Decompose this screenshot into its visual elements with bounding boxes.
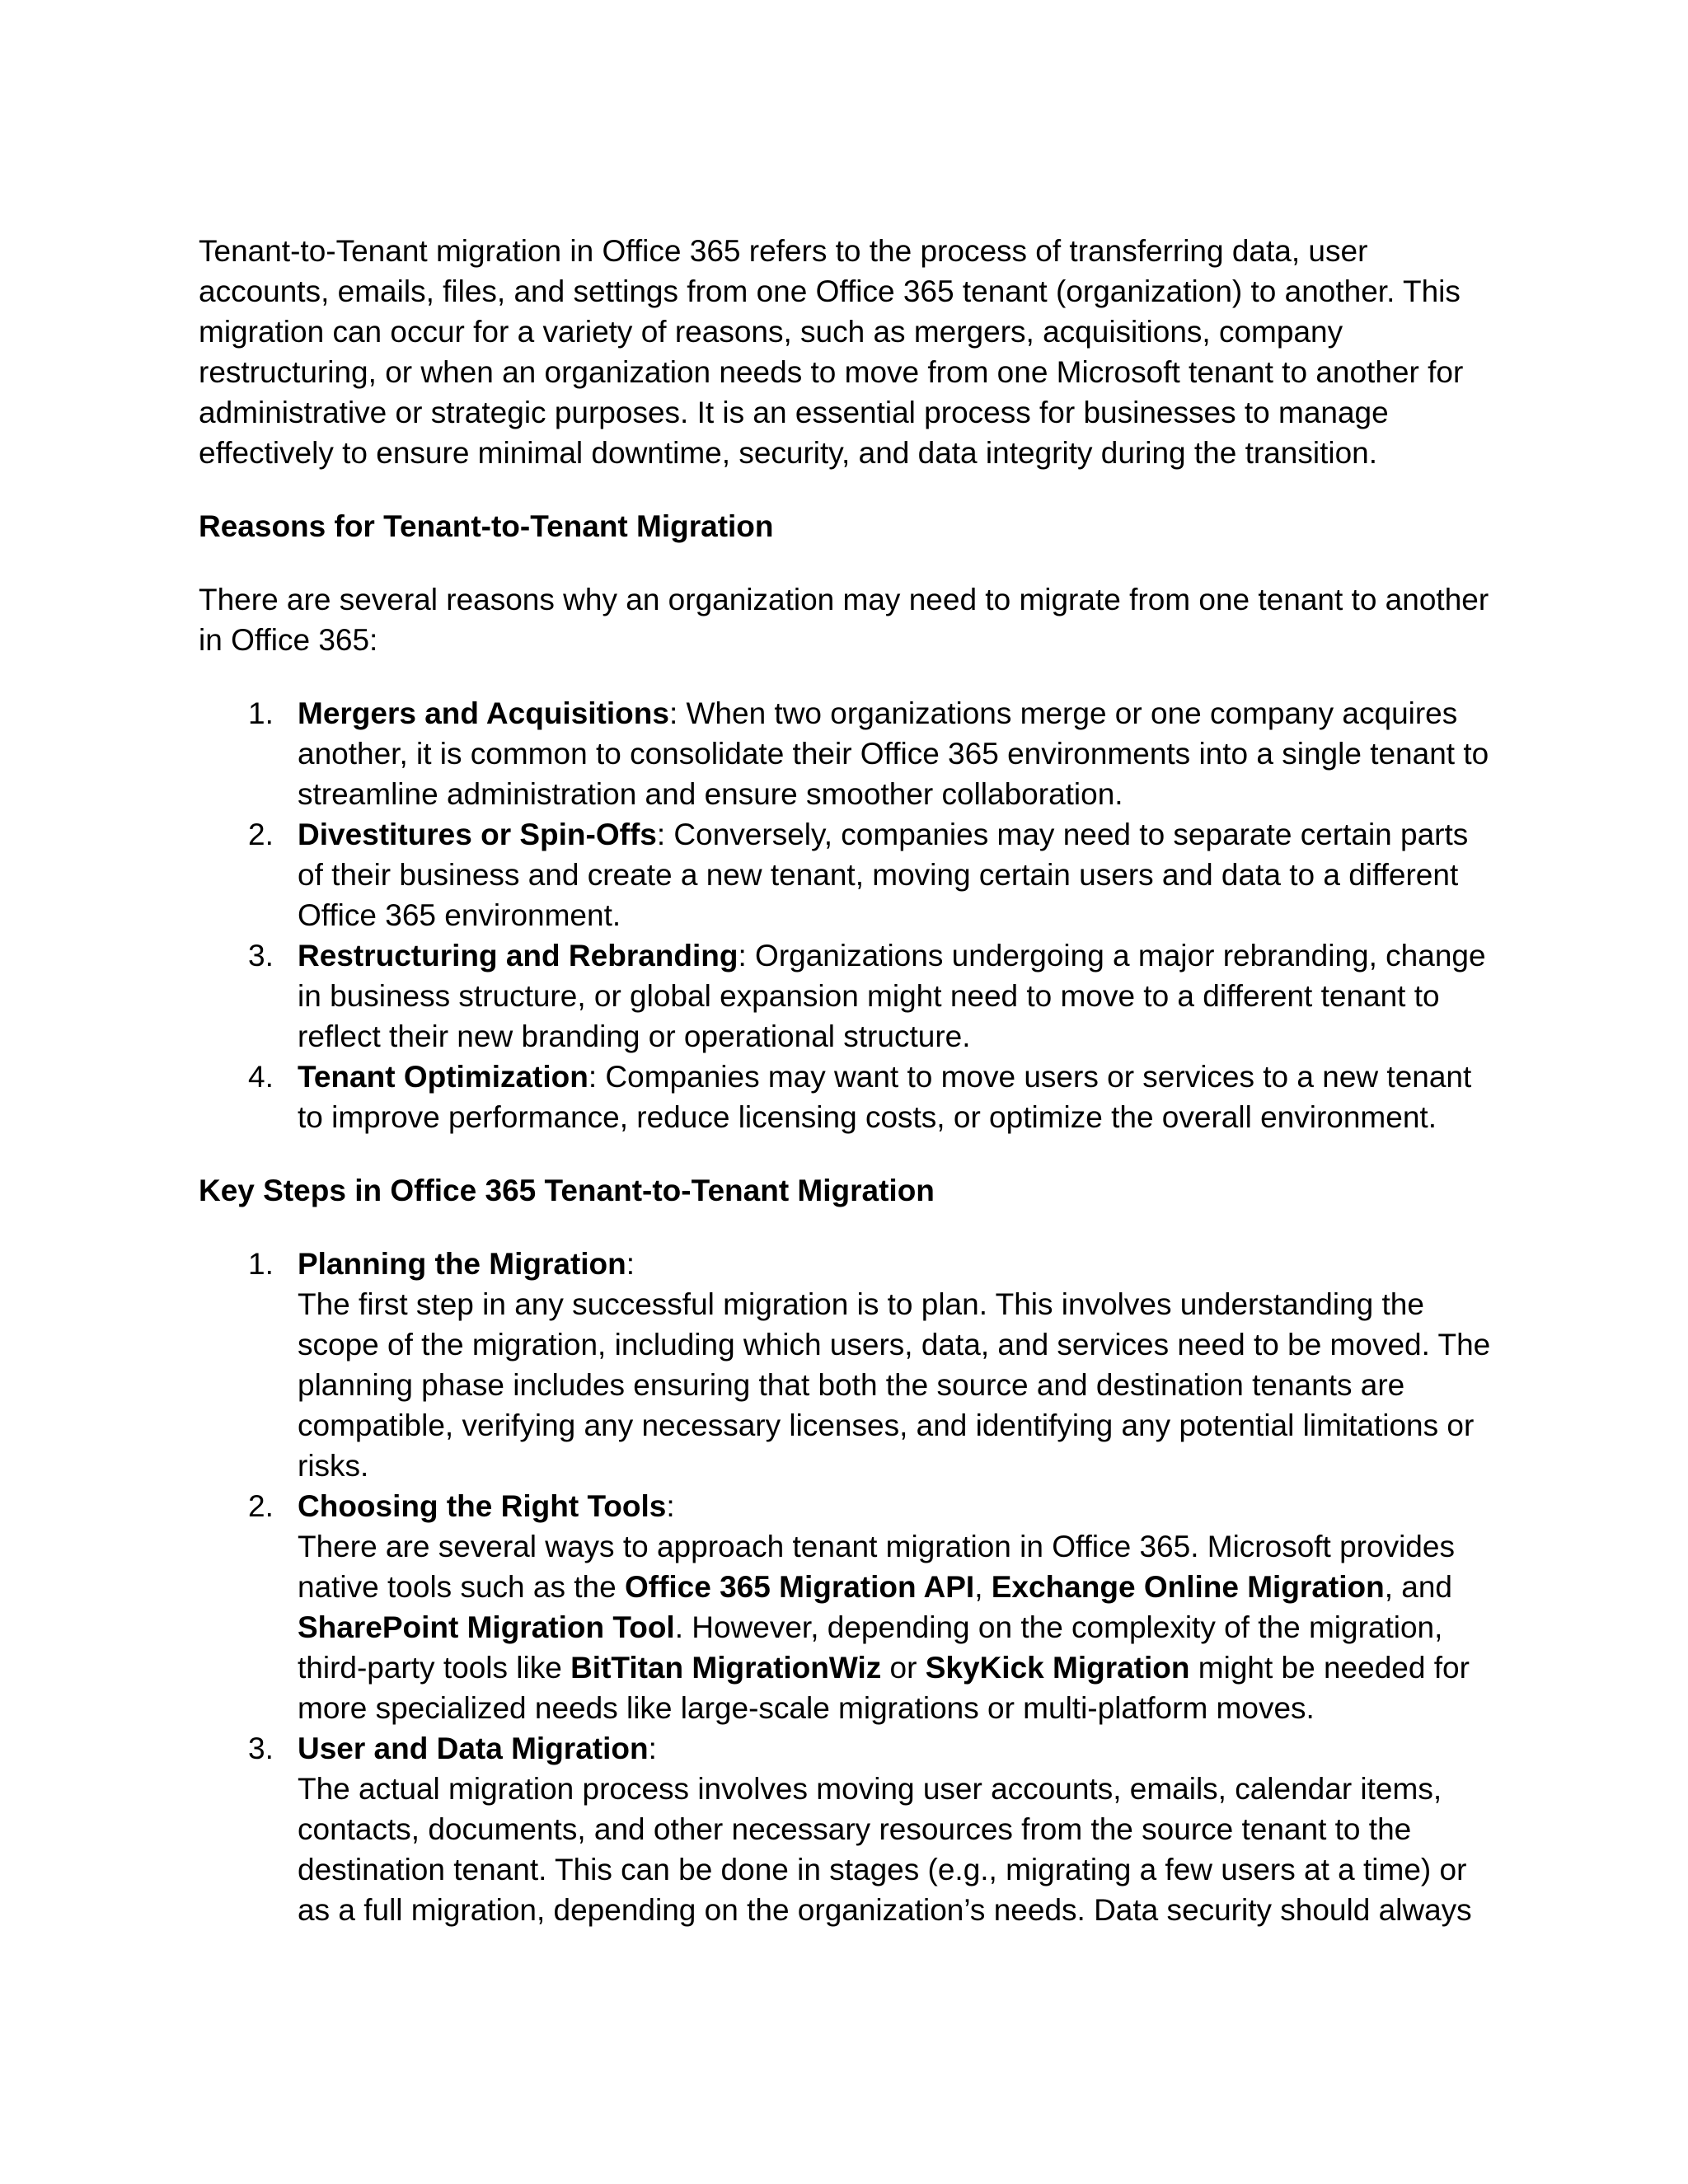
- step-text: The first step in any successful migration is to plan. This involves understanding the scope of the migration, including which users, data, and services need to be moved. The planning phase includes ensuring that both the source and destination tenants are compatible, verifying any necessary licenses, and identifying any potential limitations or risks.: [298, 1287, 1491, 1483]
- list-item: [199, 1728, 1501, 1930]
- step-text: [298, 1526, 1501, 1728]
- steps-list: [199, 1244, 1501, 1930]
- list-item: [199, 693, 1501, 814]
- list-number: 2.: [248, 818, 274, 851]
- text-run: . However, depending on the complexity of the migration, third-party tools like: [298, 1610, 1443, 1685]
- list-number: 2.: [248, 1489, 274, 1523]
- list-item: [199, 1057, 1501, 1137]
- text-run: , and: [1384, 1570, 1452, 1604]
- intro-paragraph: Tenant-to-Tenant migration in Office 365 refers to the process of transferring data, user accounts, emails, files, and settings from one Office 365 tenant (organization) to another. This migration can occur for a variety of reasons, such as mergers, acquisitions, company restructuring, or when an organization needs to move from one Microsoft tenant to another for administrative or strategic purposes. It is an essential process for businesses to manage effectively to ensure minimal downtime, security, and data integrity during the transition.: [199, 234, 1464, 470]
- list-number: 3.: [248, 1732, 274, 1765]
- step-text: The actual migration process involves moving user accounts, emails, calendar items, contacts, documents, and other necessary resources from the source tenant to the destination tenant. This can be done in stages (e.g., migrating a few users at a time) or as a full migration, depending on the organization’s needs. Data security should always: [298, 1772, 1472, 1927]
- list-number: 1.: [248, 696, 274, 730]
- tool-name: SharePoint Migration Tool: [298, 1610, 675, 1644]
- list-number: 4.: [248, 1060, 274, 1094]
- list-number: 3.: [248, 939, 274, 972]
- text-run: might be needed for more specialized needs like large-scale migrations or multi-platform moves.: [298, 1651, 1470, 1725]
- tool-name: Office 365 Migration API: [624, 1570, 975, 1604]
- text-run: or: [881, 1651, 926, 1685]
- text-run: There are several ways to approach tenant migration in Office 365. Microsoft provides native tools such as the: [298, 1530, 1455, 1604]
- item-title: Tenant Optimization: [298, 1060, 588, 1094]
- reasons-list: [199, 693, 1501, 1137]
- item-title: Mergers and Acquisitions: [298, 696, 669, 730]
- step-title: Planning the Migration: [298, 1247, 626, 1281]
- list-item: [199, 814, 1501, 935]
- steps-heading: Key Steps in Office 365 Tenant-to-Tenant Migration: [199, 1174, 935, 1207]
- item-text: : Companies may want to move users or services to a new tenant to improve performance, reduce licensing costs, or optimize the overall environment.: [298, 1060, 1472, 1134]
- list-item: [199, 935, 1501, 1057]
- step-title: Choosing the Right Tools: [298, 1489, 667, 1523]
- tool-name: SkyKick Migration: [925, 1651, 1190, 1685]
- step-colon: :: [666, 1489, 675, 1523]
- reasons-lead-paragraph: There are several reasons why an organization may need to migrate from one tenant to another in Office 365:: [199, 583, 1489, 657]
- item-title: Divestitures or Spin-Offs: [298, 818, 657, 851]
- list-item: [199, 1486, 1501, 1728]
- tool-name: BitTitan MigrationWiz: [570, 1651, 882, 1685]
- step-colon: :: [626, 1247, 635, 1281]
- list-item: [199, 1244, 1501, 1486]
- item-text: : Conversely, companies may need to separate certain parts of their business and create a new tenant, moving certain users and data to a different Office 365 environment.: [298, 818, 1469, 932]
- item-text: : Organizations undergoing a major rebranding, change in business structure, or global expansion might need to move to a different tenant to reflect their new branding or operational structure.: [298, 939, 1486, 1053]
- item-text: : When two organizations merge or one company acquires another, it is common to consolidate their Office 365 environments into a single tenant to streamline administration and ensure smoother collaboration.: [298, 696, 1489, 811]
- tool-name: Exchange Online Migration: [991, 1570, 1385, 1604]
- item-title: Restructuring and Rebranding: [298, 939, 738, 972]
- list-number: 1.: [248, 1247, 274, 1281]
- step-title: User and Data Migration: [298, 1732, 649, 1765]
- text-run: ,: [974, 1570, 992, 1604]
- step-colon: :: [648, 1732, 657, 1765]
- reasons-heading: Reasons for Tenant-to-Tenant Migration: [199, 509, 774, 543]
- document-page: [199, 231, 1501, 1963]
